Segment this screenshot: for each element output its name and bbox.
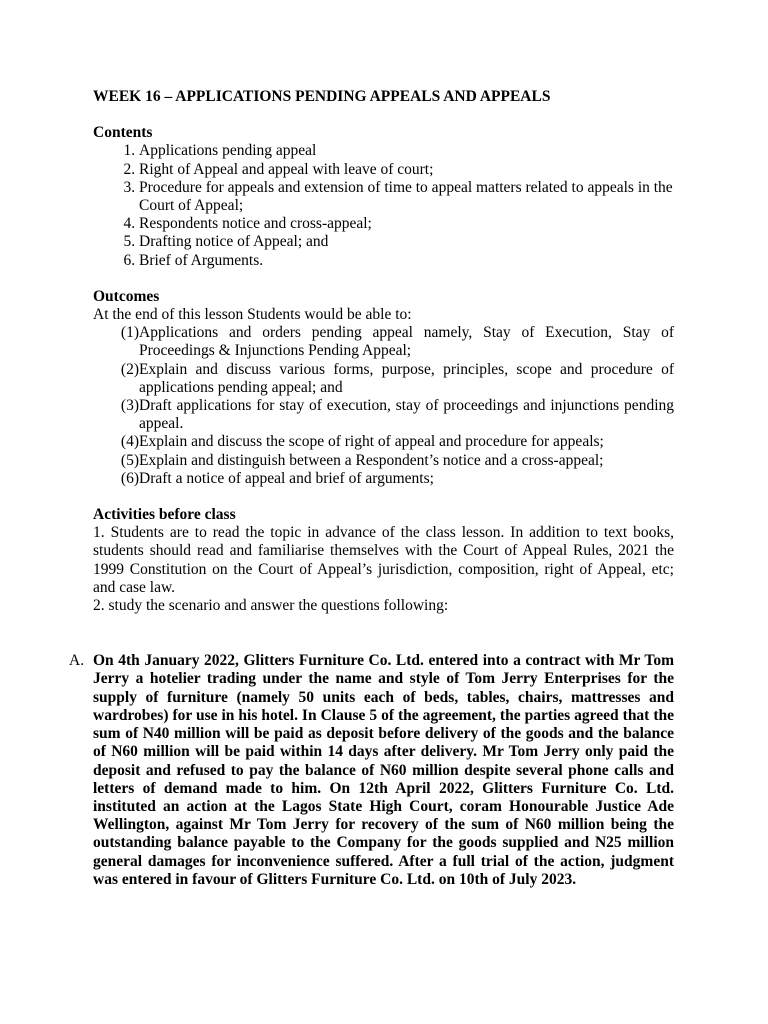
contents-item: 2. Right of Appeal and appeal with leave of court; — [139, 161, 674, 179]
contents-list — [93, 142, 674, 269]
contents-item: 3. Procedure for appeals and extension of time to appeal matters related to appeals in the Court of Appeal; — [139, 179, 674, 215]
contents-heading: Contents — [93, 124, 153, 142]
outcomes-intro: At the end of this lesson Students would be able to: — [93, 306, 412, 324]
document-title: WEEK 16 – APPLICATIONS PENDING APPEALS AND APPEALS — [93, 88, 551, 105]
contents-item: 5. Drafting notice of Appeal; and — [139, 233, 674, 251]
outcome-item — [93, 433, 674, 451]
contents-item: 6. Brief of Arguments. — [139, 252, 674, 270]
outcome-text: Draft a notice of appeal and brief of arguments; — [139, 469, 434, 487]
contents-item: 1. Applications pending appeal — [139, 142, 674, 160]
scenario-block — [69, 652, 674, 889]
activities-paragraph-2: 2. study the scenario and answer the questions following: — [93, 597, 449, 615]
activities-heading: Activities before class — [93, 506, 236, 524]
outcomes-heading: Outcomes — [93, 287, 160, 305]
document-page — [69, 88, 674, 889]
outcome-number: (6) — [120, 469, 139, 487]
contents-item: 4. Respondents notice and cross-appeal; — [139, 215, 674, 233]
outcome-item — [93, 470, 674, 488]
outcome-number: (5) — [120, 451, 139, 469]
scenario-text: On 4th January 2022, Glitters Furniture Co. Ltd. entered into a contract with Mr Tom Jerry a hotelier trading under the name and style of Tom Jerry Enterprises for the supply of furniture (namely 50 units each of beds, tables, chairs, mattresses and wardrobes) for use in his hotel. In Clause 5 of the agreement, the parties agreed that the sum of N40 million will be paid as deposit before delivery of the goods and the balance of N60 million will be paid within 14 days after delivery. Mr Tom Jerry only paid the deposit and refused to pay the balance of N60 million despite several phone calls and letters of demand made to him. On 12th April 2022, Glitters Furniture Co. Ltd. instituted an action at the Lagos State High Court, coram Honourable Justice Ade Wellington, against Mr Tom Jerry for recovery of the sum of N60 million being the outstanding balance payable to the Company for the goods supplied and N25 million general damages for inconvenience suffered. After a full trial of the action, judgment was entered in favour of Glitters Furniture Co. Ltd. on 10th of July 2023. — [93, 652, 674, 888]
outcome-item — [93, 324, 674, 360]
outcome-text: Applications and orders pending appeal namely, Stay of Execution, Stay of Proceedings & Injunctions Pending Appeal; — [139, 324, 674, 360]
outcome-text: Draft applications for stay of execution, stay of proceedings and injunctions pending appeal. — [139, 397, 674, 433]
activities-paragraph-1: 1. Students are to read the topic in advance of the class lesson. In addition to text books, students should read and familiarise themselves with the Court of Appeal Rules, 2021 the 1999 Constitution on the Court of Appeal’s jurisdiction, composition, right of Appeal, etc; and case law. — [93, 524, 674, 596]
scenario-label: A. — [69, 652, 85, 670]
outcome-number: (3) — [120, 397, 139, 415]
outcome-item — [93, 397, 674, 433]
outcome-text: Explain and distinguish between a Respondent’s notice and a cross-appeal; — [139, 451, 604, 469]
outcome-item — [93, 452, 674, 470]
outcome-number: (2) — [120, 360, 139, 378]
outcome-number: (4) — [120, 433, 139, 451]
spacer — [93, 615, 674, 652]
outcome-item — [93, 361, 674, 397]
outcome-text: Explain and discuss various forms, purpose, principles, scope and procedure of applications pending appeal; and — [139, 360, 674, 396]
outcome-number: (1) — [120, 324, 139, 342]
outcomes-list — [93, 324, 674, 488]
outcome-text: Explain and discuss the scope of right of appeal and procedure for appeals; — [139, 433, 604, 451]
